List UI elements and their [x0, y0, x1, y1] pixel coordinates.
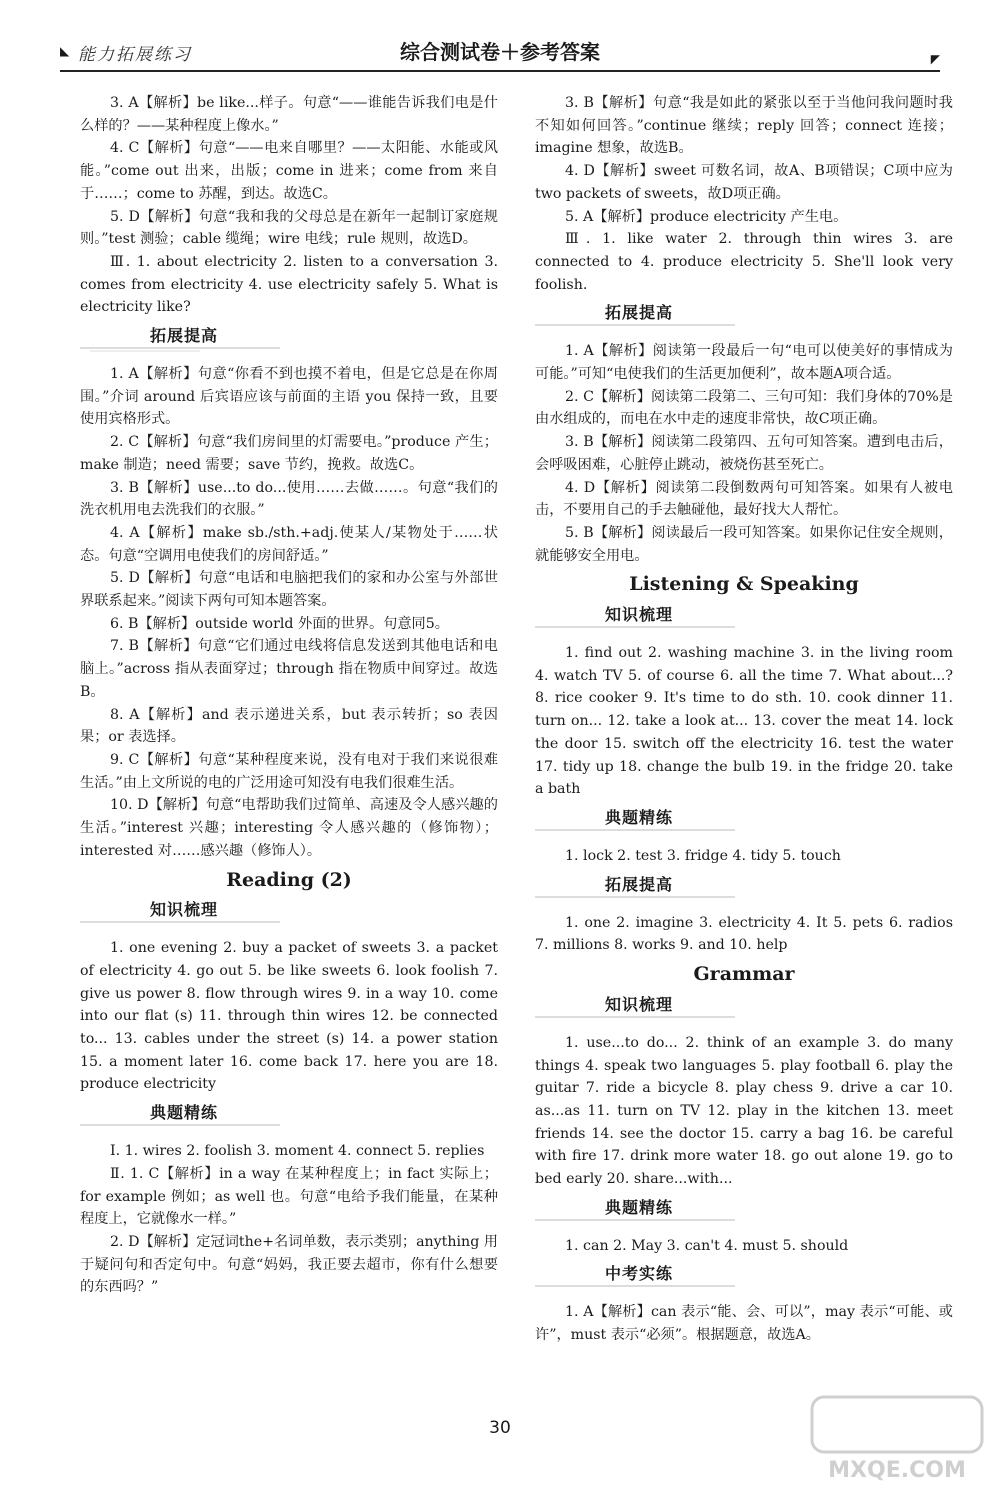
subsection-title: 知识梳理	[605, 605, 674, 625]
answer-paragraph: 10. D【解析】句意“电帮助我们过简单、高速及令人感兴趣的生活。”interest 兴趣；interesting 令人感兴趣的（修饰物）；interested 对……感兴趣（修饰人）。	[80, 797, 498, 859]
section-title: Reading (2)	[226, 868, 352, 891]
answer-paragraph: 3. B【解析】句意“我是如此的紧张以至于当他问我问题时我不知如何回答。”continue 继续；reply 回答；connect 连接；imagine 想象，故选B。	[535, 95, 953, 157]
subsection-heading	[535, 1263, 953, 1291]
answer-paragraph: 5. A【解析】produce electricity 产生电。	[565, 208, 848, 225]
answer-paragraph: Ⅰ. 1. wires 2. foolish 3. moment 4. connect 5. replies	[110, 1143, 485, 1160]
subsection-title: 拓展提高	[150, 326, 219, 346]
answer-paragraph: 6. B【解析】outside world 外面的世界。句意同5。	[110, 615, 449, 632]
answer-paragraph: 1. can 2. May 3. can't 4. must 5. should	[565, 1237, 849, 1254]
subsection-title: 典题精练	[150, 1103, 219, 1123]
subsection-heading	[535, 302, 953, 330]
answer-paragraph: 1. A【解析】can 表示“能、会、可以”，may 表示“可能、或许”，must 表示“必须”。根据题意，故选A。	[535, 1304, 953, 1344]
header-left-title: 能力拓展练习	[78, 45, 192, 65]
answer-paragraph: 4. A【解析】make sb./sth.+adj.使某人/某物处于……状态。句意“空调用电使我们的房间舒适。”	[80, 524, 498, 564]
subsection-title: 中考实练	[605, 1264, 674, 1284]
subsection-heading	[535, 994, 953, 1022]
answer-paragraph: Ⅲ. 1. about electricity 2. listen to a conversation 3. comes from electricity 4. use electricity safely 5. What is electricity like?	[80, 253, 498, 316]
subsection-heading	[535, 1197, 953, 1225]
answer-paragraph: 1. A【解析】阅读第一段最后一句“电可以使美好的事情成为可能。”可知“电使我们的生活更加便利”，故本题A项合适。	[535, 343, 953, 383]
answer-paragraph: 1. A【解析】句意“你看不到也摸不着电，但是它总是在你周围。”介词 around 后宾语应该与前面的主语 you 保持一致，且要使用宾格形式。	[80, 366, 498, 428]
answer-paragraph: 1. lock 2. test 3. fridge 4. tidy 5. touch	[565, 847, 841, 864]
answer-paragraph: Ⅲ. 1. like water 2. through thin wires 3. are connected to 4. produce electricity 5. She'll look very foolish.	[535, 231, 953, 293]
answer-paragraph: 5. B【解析】阅读最后一段可知答案。如果你记住安全规则，就能够安全用电。	[535, 524, 953, 564]
answer-paragraph: 4. D【解析】sweet 可数名词，故A、B项错误；C项中应为 two packets of sweets，故D项正确。	[535, 163, 953, 202]
answer-paragraph: 5. D【解析】句意“电话和电脑把我们的家和办公室与外部世界联系起来。”阅读下两句可知本题答案。	[80, 570, 498, 610]
subsection-title: 典题精练	[605, 807, 674, 827]
answer-paragraph: 5. D【解析】句意“我和我的父母总是在新年一起制订家庭规则。”test 测验；cable 缆绳；wire 电线；rule 规则，故选D。	[80, 208, 498, 248]
subsection-title: 典题精练	[605, 1197, 674, 1217]
subsection-title: 拓展提高	[605, 874, 674, 894]
answer-paragraph: 8. A【解析】and 表示递进关系，but 表示转折；so 表因果；or 表选择。	[80, 706, 498, 746]
section-title: Grammar	[693, 963, 795, 986]
answer-paragraph: 3. B【解析】阅读第二段第四、五句可知答案。遭到电击后，会呼吸困难，心脏停止跳动，被烧伤甚至死亡。	[535, 434, 953, 473]
answer-paragraph: Ⅱ. 1. C【解析】in a way 在某种程度上；in fact 实际上；for example 例如；as well 也。句意“电给予我们能量，在某种程度上，它就像水一样。”	[80, 1165, 498, 1228]
answer-paragraph: 2. C【解析】句意“我们房间里的灯需要电。”produce 产生；make 制造；need 需要；save 节约，挽救。故选C。	[80, 434, 498, 473]
answer-paragraph: 1. use...to do... 2. think of an example 3. do many things 4. speak two languages 5. play football 6. play the guitar 7. ride a bicycle 8. play chess 9. drive a car 10. as...as 11. turn on TV 12. play in the kitchen 13. meet friends 14. see the doctor 15. carry a bag 16. be careful with fire 17. drink more water 18. go out alone 19. go to bed early 20. share...with...	[535, 1034, 953, 1188]
answer-paragraph: 7. B【解析】句意“它们通过电线将信息发送到其他电话和电脑上。”across 指从表面穿过；through 指在物质中间穿过。故选B。	[80, 638, 498, 700]
answer-paragraph: 2. D【解析】定冠词the+名词单数，表示类别；anything 用于疑问句和否定句中。句意“妈妈，我正要去超市，你有什么想要的东西吗？”	[80, 1233, 498, 1296]
right-column	[535, 92, 953, 1347]
page-number: 30	[489, 1418, 511, 1438]
corner-mark-icon: ◣	[60, 44, 70, 58]
answer-paragraph: 9. C【解析】句意“某种程度来说，没有电对于我们来说很难生活。”由上文所说的电的广泛用途可知没有电我们很难生活。	[80, 751, 498, 791]
subsection-heading	[535, 807, 953, 835]
subsection-heading	[535, 604, 953, 632]
subsection-heading	[80, 1102, 498, 1130]
answer-paragraph: 3. B【解析】use...to do...使用……去做……。句意“我们的洗衣机用电去洗我们的衣服。”	[80, 479, 498, 519]
answer-paragraph: 1. one evening 2. buy a packet of sweets 3. a packet of electricity 4. go out 5. be like sweets 6. look foolish 7. give us power 8. flow through wires 9. in a way 10. come into our flat (s) 11. through thin wires 12. be connected to... 13. cables under the street (s) 14. a power station 15. a moment later 16. come back 17. here you are 18. produce electricity	[80, 940, 498, 1093]
corner-mark-icon: ◤	[930, 52, 940, 66]
subsection-heading	[80, 899, 498, 927]
answer-paragraph: 2. C【解析】阅读第二段第二、三句可知：我们身体的70%是由水组成的，而电在水中走的速度非常快，故C项正确。	[535, 388, 953, 428]
answer-paragraph: 4. D【解析】阅读第二段倒数两句可知答案。如果有人被电击，不要用自己的手去触碰他，最好找大人帮忙。	[535, 479, 953, 519]
subsection-heading	[80, 325, 498, 353]
subsection-heading	[535, 874, 953, 902]
subsection-title: 拓展提高	[605, 303, 674, 323]
watermark-logo	[802, 1392, 992, 1487]
answer-paragraph: 3. A【解析】be like...样子。句意“——谁能告诉我们电是什么样的？——某种程度上像水。”	[80, 95, 498, 134]
answer-paragraph: 1. one 2. imagine 3. electricity 4. It 5. pets 6. radios 7. millions 8. works 9. and 10. help	[535, 914, 953, 954]
subsection-title: 知识梳理	[605, 994, 674, 1014]
header-center-title: 综合测试卷＋参考答案	[400, 40, 600, 64]
section-title: Listening & Speaking	[629, 573, 859, 596]
page-header	[60, 30, 940, 72]
left-column	[80, 92, 498, 1299]
subsection-title: 知识梳理	[150, 900, 219, 920]
svg-text:MXQE.COM: MXQE.COM	[828, 1458, 966, 1483]
answer-paragraph: 1. find out 2. washing machine 3. in the living room 4. watch TV 5. of course 6. all the time 7. What about...? 8. rice cooker 9. It's time to do sth. 10. cook dinner 11. turn on... 12. take a look at... 13. cover the meat 14. lock the door 15. switch off the electricity 16. test the water 17. tidy up 18. change the bulb 19. in the fridge 20. take a bath	[535, 645, 953, 798]
answer-paragraph: 4. C【解析】句意“——电来自哪里？——太阳能、水能或风能。”come out 出来，出版；come in 进来；come from 来自于……；come to 苏醒，到达。故选C。	[80, 140, 498, 202]
